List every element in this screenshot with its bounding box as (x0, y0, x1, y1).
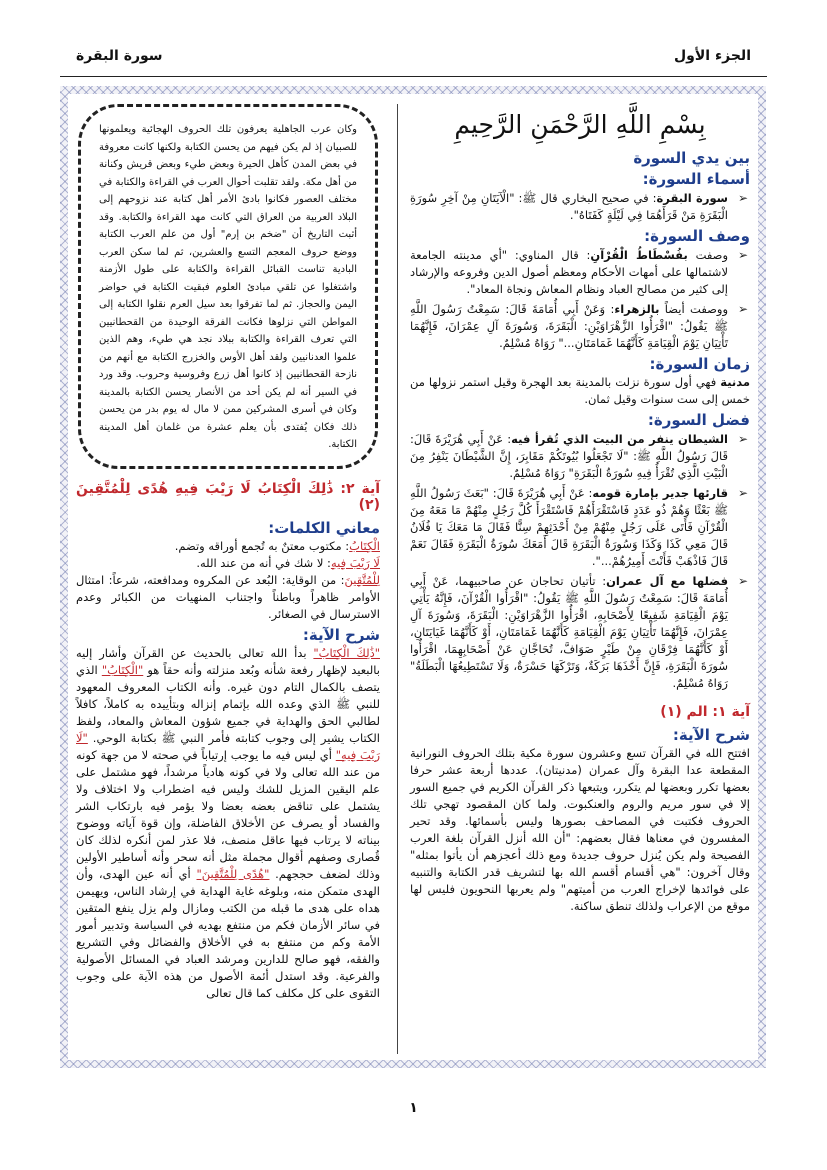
header-rule (60, 76, 767, 77)
page-header (0, 48, 827, 68)
exp-text-2: الذي يتصف بالكمال التام دون غيره. وأنه الكتاب المعروف المعهود للنبي ﷺ الذي وعده الله بإتمام إنزاله وبتأييده به كاملاً، كافلاً لطالبي الحق والهداية في جميع شؤون المعاش والمعاد، ولفظ الكتاب يشير إلى وجوب كتابته فأمر النبي ﷺ بكتابة الوحي. (76, 662, 380, 745)
names-bullet (410, 190, 750, 224)
exp-text-4: أي أنه عين الهدى، وأن الهدى متمكن منه، وبلوغه غاية الهداية في إرشاد الناس، ويهيمن هداه على هدى ما قبله من الكتب ومازال ولم يزل ينفع المتقين في سائر الأزمان فكم من منتفع بهديه في السياسة وتدبير أمور الأمة وكم من منتفع به في الأخلاق والفضائل وفي التشريع والفقه، فهو صالح للدارين ومرشد العباد في المسائل الأصولية والفرعية. وقد استدل أئمة الأصول من هذه الآية على وجوب التقوى على كل مكلف كما قال تعالى (76, 866, 380, 1000)
intro-title: بين يدي السورة (633, 149, 750, 167)
desc-heading: وصف السورة: (644, 227, 750, 245)
word-1-def: : مكتوب معتنٌ به تُجمع أوراقه وتضم. (174, 538, 350, 553)
virtue-bullet-3 (410, 573, 750, 692)
decorative-frame (60, 86, 766, 1068)
column-divider (397, 104, 398, 1054)
names-heading: أسماء السورة: (642, 170, 750, 188)
page-body (68, 94, 758, 1060)
word-3-def: : من الوقاية: البُعد عن المكروه ومدافعته، شرعاً: امتثال الأوامر ظاهراً وباطناً واجتناب المنهيات من الكبائر وعدم الاسترسال في الصغائر. (76, 572, 380, 621)
ayah-2-exp-text (76, 645, 380, 1002)
desc-bullet-1 (410, 247, 750, 298)
words-heading: معاني الكلمات: (268, 518, 380, 537)
names-text: : في صحيح البخاري قال ﷺ: "الْآيَتَانِ مِنْ آخِرِ سُورَةِ الْبَقَرَةِ مَنْ قَرَأَهُمَا فِي لَيْلَةٍ كَفَتَاهُ". (410, 191, 728, 222)
history-text: وكان عرب الجاهلية يعرفون تلك الحروف الهجائية ويعلمونها للصبيان إذ لم يكن فيهم من يحسن الكتابة ولكنها كانت معروفة في بعض المدن كأهل الحيرة وبعض طيء وبعض قريش وكنانة من أهل مكة. ولقد تقلبت أحوال العرب في القراءة والكتابة في مختلف العصور فكانوا بادئ الأمر أهل كتابة عند نزوحهم إلى البلاد العربية من العراق التي كانت مهد القراءة والكتابة. وقد أثبت التاريخ أن "ضخم بن إرم" أول من علم العرب الكتابة ووضع حروف المعجم التسع والعشرين، ثم لما سكن العرب البادية تناست القبائل القراءة والكتابة على طول الأزمنة واشتغلوا عن تلقي مبادئ العلوم فبقيت الكتابة في حواضر اليمن والحجاز. ثم لما تفرقوا بعد سيل العرم نقلوا الكتابة إلى المواطن التي نزلوها فكانت الفرقة الوحيدة من القحطانيين التي تعرف القراءة والكتابة ببلاد نجد هي طيء، وهم الذين علموا العدنانيين ولقد أهل الأوس والخزرج الكتابة مع أنهم من نازحة القحطانيين إذ كانوا أهل زرع وفروسية وحروب. وقد ورد في السير أنه لم يكن أحد من الأنصار يحسن الكتابة بالمدينة وكان في أسرى المشركين ممن لا مال له يوم بدر من يحسن ذلك فكان يُفتدى بأن يعلم عشرة من غلمان أهل المدينة الكتابة. (99, 124, 357, 450)
virtue-bullet-1 (410, 431, 750, 482)
ayah-1-exp-text: افتتح الله في القرآن تسع وعشرون سورة مكية بتلك الحروف النورانية المقطعة عدا البقرة وآل عمران (مدنيتان). عددها أربعة عشر حرفا بعضها تكرر وبعضها لم يتكرر، ويتبعها ذكر القرآن الكريم في جميع السور إلا في سور مريم والروم والعنكبوت. ولما كان المقصود تهجي تلك الحروف فكتبت في المصاحف بصورها وليس بأسمائها. وقد تحير المفسرون في معناها فقال بعضهم: "أن الله أنزل القرآن بلغة العرب الفصيحة ولم يكن يُنزل حروف جديدة ومع ذلك أعجزهم أن يأتوا بمثله" وقال آخرون: "هي أقسام أقسم الله بها لتشريف قدر الكتابة والتنبيه على فوائدها لإخراج العرب من أميتهم" ولم يعربها النحويون فليس لها موقع من الإعراب ولذلك تنطق ساكنة. (410, 746, 750, 913)
page-number: ١ (409, 1100, 418, 1116)
time-paragraph (410, 374, 750, 408)
virtue-lead-2: قارئها جدير بإمارة قومه (592, 486, 728, 500)
virtue-heading: فضل السورة: (647, 411, 750, 429)
names-lead: سورة البقرة (656, 191, 728, 205)
quote-3: "لَا رَيْبَ فِيهِ" (76, 730, 381, 762)
time-lead: مدنية (720, 375, 750, 389)
virtue-lead-1: الشيطان ينفر من البيت الذي تُقرأ فيه (511, 432, 728, 446)
quote-2: "الْكِتَابُ" (101, 662, 144, 677)
quote-4: "هُدًى لِلْمُتَّقِينَ" (196, 866, 270, 881)
word-1 (76, 538, 380, 555)
ayah-2-exp-heading: شرح الآية: (302, 625, 380, 644)
word-2-term: لَا رَيْبَ فِيهِ (330, 555, 380, 570)
desc-text-2: : وَعَنْ أَبِي أُمَامَةَ قَالَ: سَمِعْتُ رَسُولَ اللَّهِ ﷺ يَقُولُ: "اقْرَأُوا الزَّهْرَاوَيْنِ: الْبَقَرَةَ، وَسُورَةَ آلِ عِمْرَانَ، فَإِنَّهُمَا تَأْتِيَانِ يَوْمَ الْقِيَامَةِ كَأَنَّهُمَا غَمَامَتَانِ..." رَوَاهُ مُسْلِمٌ. (410, 302, 728, 350)
word-1-term: الْكِتَابُ (349, 538, 380, 553)
history-box (78, 104, 378, 469)
time-text: فهي أول سورة نزلت بالمدينة بعد الهجرة وقيل استمر نزولها من خمس إلى ست سنوات وقيل ثمان. (410, 375, 750, 406)
basmala: بِسْمِ اللَّهِ الرَّحْمَنِ الرَّحِيمِ (454, 110, 706, 139)
virtue-text-1: : عَنْ أَبِي هُرَيْرَةَ قَالَ: قَالَ رَسُولُ اللَّهِ ﷺ: "لَا تَجْعَلُوا بُيُوتَكُمْ مَقَابِرَ، إِنَّ الشَّيْطَانَ يَنْفِرُ مِنَ الْبَيْتِ الَّذِي تُقْرَأُ فِيهِ سُورَةُ الْبَقَرَةِ" رَوَاهُ مُسْلِمٌ. (410, 432, 728, 480)
word-2-def: : لا شك في أنه من عند الله. (196, 555, 331, 570)
desc-text-1: : قال المناوي: "أي مدينته الجامعة لاشتمالها على أمهات الأحكام ومعظم أصول الدين وفروعه والإرشاد إلى كثير من مصالح العباد ونظام المعاش ونجاة المعاد". (410, 248, 728, 296)
ayah-1-exp-heading: شرح الآية: (672, 726, 750, 744)
virtue-text-2: : عَنْ أَبِي هُرَيْرَةَ قَالَ: "بَعَثَ رَسُولُ اللَّهِ ﷺ بَعْثًا وَهُمْ ذُو عَدَدٍ فَاسْتَقْرَأَهُمْ فَاسْتَقْرَأَ كُلَّ رَجُلٍ مِنْهُمْ مَا مَعَهُ مِنَ الْقُرْآنِ فَأَتَى عَلَى رَجُلٍ مِنْهُمْ مِنْ أَحْدَثِهِمْ سِنًّا فَقَالَ مَا مَعَكَ يَا فُلَانُ قَالَ مَعِي كَذَا وَكَذَا وَسُورَةُ الْبَقَرَةِ قَالَ أَمَعَكَ سُورَةُ الْبَقَرَةِ فَقَالَ نَعَمْ قَالَ فَاذْهَبْ فَأَنْتَ أَمِيرُهُمْ...". (410, 486, 728, 568)
virtue-lead-3: فضلها مع آل عمران (606, 574, 729, 588)
word-2 (76, 555, 380, 572)
word-3 (76, 572, 380, 623)
desc-lead-1: بفُسْطَاطُ الْقُرْآنِ (590, 248, 688, 262)
desc-pre-1: وصفت (687, 248, 728, 262)
ayah-2-title: آية ٢: ذَٰلِكَ الْكِتَابُ لَا رَيْبَ فِيهِ هُدًى لِلْمُتَّقِينَ (٢) (76, 480, 381, 513)
ayah-1-title: آية ١: الم (١) (660, 704, 750, 720)
virtue-text-3: : تأتيان تحاجان عن صاحبيهما، عَنْ أَبِي أُمَامَةَ قَالَ: سَمِعْتُ رَسُولَ اللَّهِ ﷺ يَقُولُ: "اقْرَأُوا الْقُرْآنَ، فَإِنَّهُ يَأْتِي يَوْمَ الْقِيَامَةِ شَفِيعًا لِأَصْحَابِهِ، اقْرَأُوا الزَّهْرَاوَيْنِ: الْبَقَرَةَ، وَسُورَةَ آلِ عِمْرَانَ، فَإِنَّهُمَا تَأْتِيَانِ يَوْمَ الْقِيَامَةِ كَأَنَّهُمَا غَمَامَتَانِ، أَوْ كَأَنَّهُمَا غَيَايَتَانِ، أَوْ كَأَنَّهُمَا فِرْقَانِ مِنْ طَيْرٍ صَوَافَّ، تُحَاجَّانِ عَنْ أَصْحَابِهِمَا، اقْرَأُوا سُورَةَ الْبَقَرَةِ، فَإِنَّ أَخْذَهَا بَرَكَةٌ، وَتَرْكَهَا حَسْرَةٌ، وَلَا تَسْتَطِيعُهَا الْبَطَلَةُ" رَوَاهُ مُسْلِمٌ. (410, 574, 728, 690)
desc-bullet-2 (410, 301, 750, 352)
part-label: الجزء الأول (674, 48, 751, 64)
exp-text-3: أي ليس فيه ما يوجب إرتياباً في صحته لا من جهة كونه من عند الله تعالى ولا في كونه هادياً مرشداً، فهو مشتمل على علم اليقين المزيل للشك وليس فيه اضطراب ولا اختلاف ولا يشتمل على تناقض بعضه بعضا ولا يؤمر فيه بارتكاب الشر والفساد أو يصرف عن الأخلاق الفاضلة، وإن قوة آياته ووضوح بيناته لا يرتاب فيها عاقل منصف، فلا عذر لمن أنكره لذلك كان قُصارى وصفهم أقوال مجملة مثل أنه سحر وأنه أساطير الأولين وذلك لضعف حججهم. (76, 747, 380, 881)
left-column (76, 102, 380, 1002)
word-3-term: لِلْمُتَّقِينَ (344, 572, 380, 587)
quote-1: "ذَٰلِكَ الْكِتَابُ" (313, 645, 380, 660)
exp-text-1: بدأ الله تعالى بالحديث عن القرآن وأشار إليه بالبعيد لإظهار رفعة شأنه وبُعد منزلته وأنه حقاً هو (76, 645, 380, 677)
time-heading: زمان السورة: (649, 355, 750, 373)
virtue-bullet-2 (410, 485, 750, 570)
desc-lead-2: بالزهراء (614, 302, 660, 316)
right-column (410, 100, 750, 915)
surah-label: سورة البقرة (76, 48, 163, 64)
desc-pre-2: ووصفت أيضاً (659, 302, 729, 316)
